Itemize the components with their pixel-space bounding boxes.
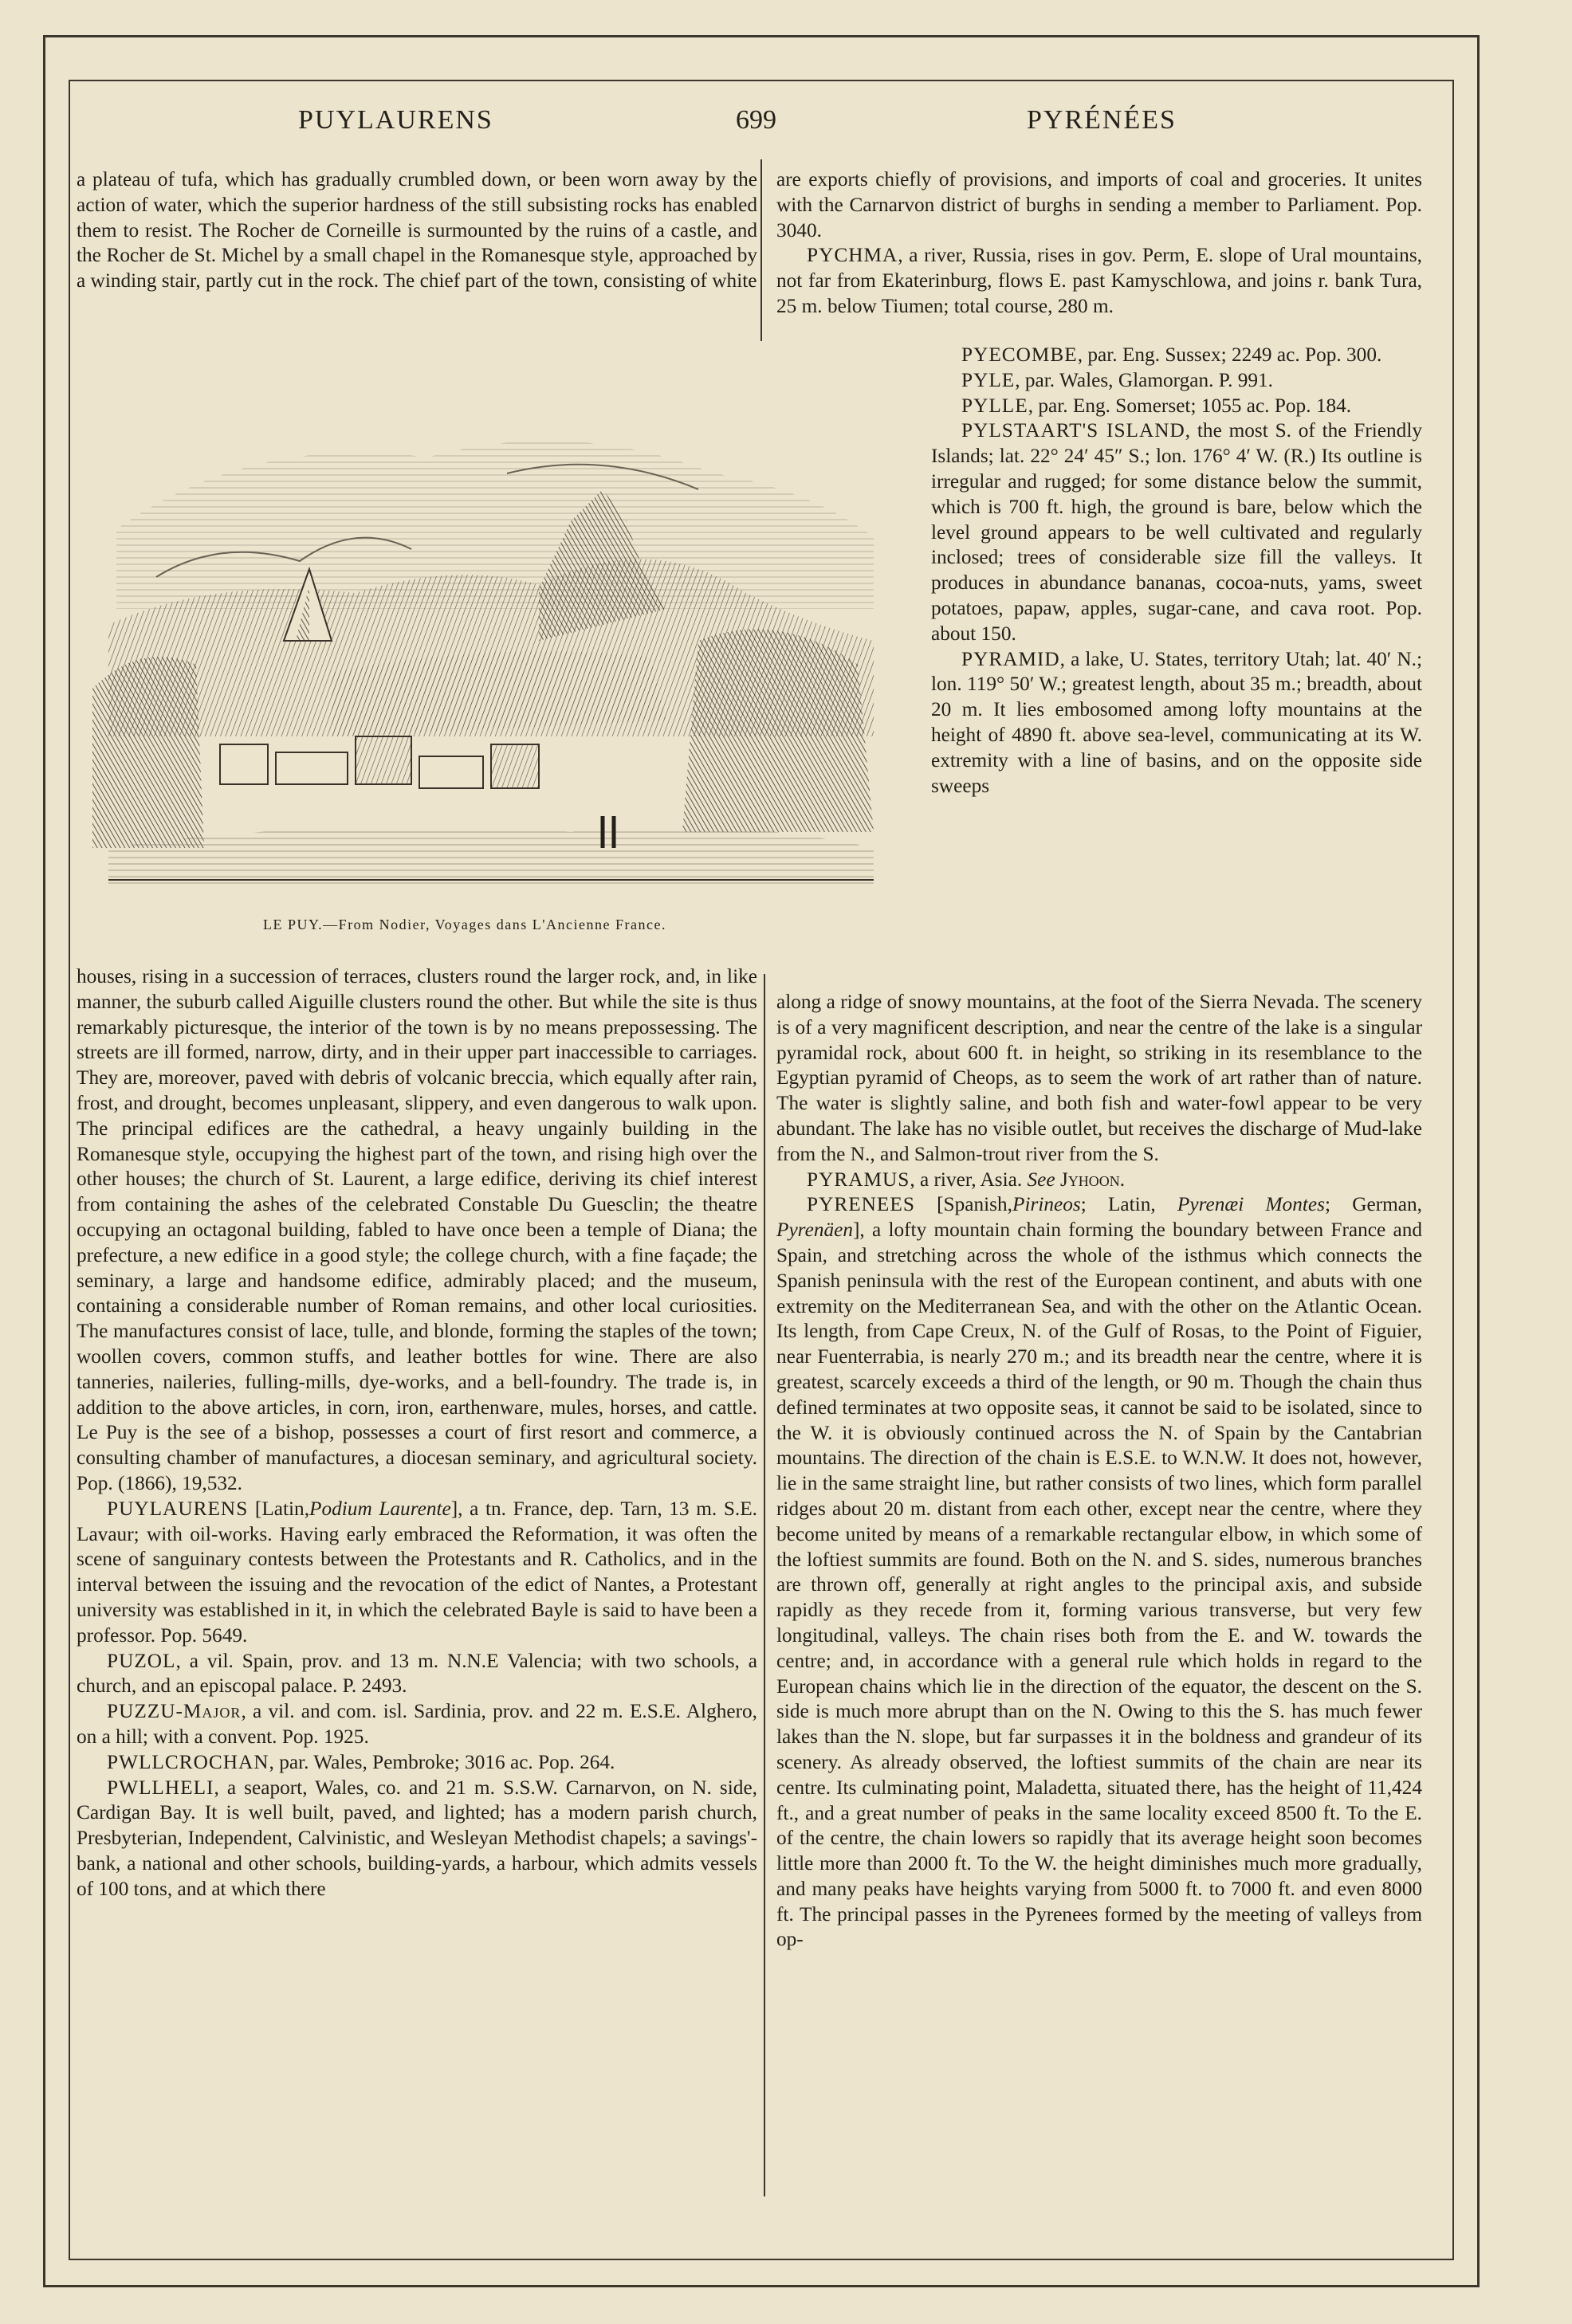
paragraph-pwllheli-continued: are exports chiefly of provisions, and imports of coal and groceries. It unites with the Carnarvon district of burghs in sending a member to Parliament. Pop. 3040. [776, 168, 1422, 241]
headword-pyrenees: PYRENEES [807, 1193, 915, 1216]
entry-pyrenees: PYRENEES [Spanish,Pirineos; Latin, Pyrenæi Montes; German, Pyrenäen], a lofty mountain chain forming the boundary between France and Spain, and stretching across the whole of the isthmus which connects the Spanish peninsula with the rest of the European continent, and abuts with one extremity on the Mediterranean Sea, and with the other on the Atlantic Ocean. Its length, from Cape Creux, N. of the Gulf of Rosas, to the Point of Figuier, near Fuenterrabia, is nearly 270 m.; and its breadth near the centre, where it is greatest, scarcely exceeds a third of the length, or 90 m. Though the chain thus defined terminates at two opposite seas, it cannot be said to be isolated, since to the W. it is obviously continued across the N. of Spain by the Cantabrian mountains. The direction of the chain is E.S.E. to W.N.W. It does not, however, lie in the same straight line, but rather consists of two lines, which form parallel ridges about 20 m. distant from each other, except near the centre, where they become united by means of a remarkable rectangular elbow, in which some of the loftiest summits are found. Both on the N. and S. sides, numerous branches are thrown off, generally at right angles to the principal axis, and subside rapidly as they recede from it, forming various transverse, but very few longitudinal, valleys. The chain rises both from the E. and W. towards the centre; and, in accordance with a general rule which holds in regard to the European chains which lie in the direction of the equator, the descent on the S. side is much more abrupt than on the N. Owing to this the S. has much fewer lakes than the N. slope, but far surpasses it in the boldness and grandeur of its scenery. As already observed, the loftiest summits of the chain are near its centre. Its culminating point, Maladetta, situated there, has the height of 11,424 ft., and a great number of peaks in the same locality exceed 8500 ft. To the E. of the centre, the chain lowers so rapidly that its average height soon becomes little more than 2000 ft. To the W. the height diminishes much more gradually, and many peaks have heights varying from 5000 ft. to 7000 ft. and even 8000 ft. The principal passes in the Pyrenees formed by the meeting of valleys from op- [776, 1193, 1422, 1951]
entry-pwllheli: PWLLHELI, a seaport, Wales, co. and 21 m. S.S.W. Carnarvon, on N. side, Cardigan Bay. It is well built, paved, and lighted; has a modern parish church, Presbyterian, Independent, Calvinistic, and Wesleyan Methodist chapels; a savings'-bank, a national and other schools, building-yards, a harbour, which admits vessels of 100 tons, and at which there [77, 1776, 757, 1900]
paragraph-pyramid-continued: along a ridge of snowy mountains, at the foot of the Sierra Nevada. The scenery is of a very magnificent description, and near the centre of the lake is a singular pyramidal rock, about 600 ft. in height, so striking in its resemblance to the Egyptian pyramid of Cheops, as to seem the work of art rather than of nature. The water is slightly saline, and both fish and water-fowl appear to be very abundant. The lake has no visible outlet, but receives the discharge of Mud-lake from the N., and Salmon-trout river from the S. [776, 991, 1422, 1165]
entry-puzzu-major: PUZZU-Major, a vil. and com. isl. Sardinia, prov. and 22 m. E.S.E. Alghero, on a hill; with a convent. Pop. 1925. [77, 1700, 757, 1748]
headword-pylle: PYLLE [961, 394, 1028, 417]
headword-pylstaarts-island: PYLSTAART'S ISLAND [961, 419, 1185, 442]
headword-pyecombe: PYECOMBE [961, 343, 1078, 366]
column-rule-top [760, 159, 762, 341]
entry-pwllcrochan: PWLLCROCHAN, par. Wales, Pembroke; 3016 ac. Pop. 264. [107, 1750, 615, 1773]
headword-puzzu-major: PUZZU-Major [107, 1700, 242, 1723]
left-column-bottom [77, 964, 757, 1902]
running-head-right: PYRÉNÉES [1027, 105, 1177, 135]
headword-pwllheli: PWLLHELI [107, 1776, 214, 1799]
entry-pylstaarts-island: PYLSTAART'S ISLAND, the most S. of the Friendly Islands; lat. 22° 24′ 45″ S.; lon. 176° 4′ W. (R.) Its outline is irregular and rugged; for some distance below the summit, which is 700 ft. high, the ground is bare, below which the level ground appears to be well cultivated and regularly inclosed; trees of considerable size fill the valleys. It produces in abundance bananas, cocoa-nuts, yams, sweet potatoes, papaw, apples, sugar-cane, and cava root. Pop. about 150. [931, 419, 1422, 645]
headword-puzol: PUZOL [107, 1649, 176, 1672]
running-head-left: PUYLAURENS [298, 105, 493, 135]
headword-pychma: PYCHMA [807, 244, 898, 267]
headword-puylaurens: PUYLAURENS [107, 1497, 249, 1520]
entry-pychma: PYCHMA, a river, Russia, rises in gov. Perm, E. slope of Ural mountains, not far from Ekaterinburg, flows E. past Kamyschlowa, and joins r. bank Tura, 25 m. below Tiumen; total course, 280 m. [776, 244, 1422, 317]
paragraph-lepuy-start: a plateau of tufa, which has gradually crumbled down, or been worn away by the action of water, which the superior hardness of the still subsisting rocks has enabled them to resist. The Rocher de Corneille is surmounted by the ruins of a castle, and the Rocher de St. Michel by a small chapel in the Romanesque style, approached by a winding stair, partly cut in the rock. The chief part of the town, consisting of white [77, 168, 757, 292]
headword-pwllcrochan: PWLLCROCHAN [107, 1750, 269, 1773]
headword-pyle: PYLE [961, 368, 1016, 391]
entry-puzol: PUZOL, a vil. Spain, prov. and 13 m. N.N.E Valencia; with two schools, a church, and an episcopal palace. P. 2493. [77, 1649, 757, 1698]
entry-pyramus: PYRAMUS, a river, Asia. See Jyhoon. [807, 1168, 1126, 1191]
entry-puylaurens: PUYLAURENS [Latin,Podium Laurente], a tn. France, dep. Tarn, 13 m. S.E. Lavaur; with oil-works. Having early embraced the Reformation, it was often the scene of sanguinary contests between the Protestants and R. Catholics, and in the interval between the issuing and the revocation of the edict of Nantes, a Protestant university was established in it, in which the celebrated Bayle is said to have been a professor. Pop. 5649. [77, 1497, 757, 1647]
entry-pyramid: PYRAMID, a lake, U. States, territory Utah; lat. 40′ N.; lon. 119° 50′ W.; greatest length, about 35 m.; breadth, about 20 m. It lies embosomed among lofty mountains at the height of 4890 ft. above sea-level, communicating at its W. extremity with a line of basins, and on the opposite side sweeps [931, 647, 1422, 797]
entry-pyecombe: PYECOMBE, par. Eng. Sussex; 2249 ac. Pop. 300. [961, 343, 1382, 366]
left-column-top [77, 167, 757, 294]
entry-pylle: PYLLE, par. Eng. Somerset; 1055 ac. Pop. 184. [961, 394, 1352, 417]
column-rule-bottom [764, 974, 765, 2196]
le-puy-engraving [92, 402, 886, 902]
cross-reference-jyhoon: Jyhoon. [1059, 1168, 1126, 1191]
headword-pyramid: PYRAMID [961, 647, 1060, 670]
paragraph-lepuy-continued: houses, rising in a succession of terraces, clusters round the larger rock, and, in like manner, the suburb called Aiguille clusters round the other. But while the site is thus remarkably picturesque, the interior of the town is by no means prepossessing. The streets are ill formed, narrow, dirty, and in their upper part inaccessible to carriages. They are, moreover, paved with debris of volcanic breccia, which equally after rain, frost, and drought, becomes unpleasant, slippery, and even dangerous to walk upon. The principal edifices are the cathedral, a heavy ungainly building in the Romanesque style, occupying the highest part of the town, and rising high over the other houses; the church of St. Laurent, a large edifice, deriving its chief interest from containing the ashes of the celebrated Constable Du Guesclin; the theatre occupying an octagonal building, fabled to have once been a temple of Diana; the prefecture, a new edifice in a good style; the college church, with a fine façade; the seminary, a large and handsome edifice, admirably placed; and the museum, containing a considerable number of Roman remains, and other local curiosities. The manufactures consist of lace, tulle, and blonde, forming the staples of the town; woollen covers, common stuffs, and leather bottles for wine. There are also tanneries, naileries, fulling-mills, dye-works, and a bell-foundry. The trade is, in addition to the above articles, in corn, iron, earthenware, mules, horses, and cattle. Le Puy is the see of a bishop, possesses a court of first resort and commerce, a consulting chamber of manufactures, a diocesan seminary, and agricultural society. Pop. (1866), 19,532. [77, 965, 757, 1494]
illustration-caption: LE PUY.—From Nodier, Voyages dans L'Ancienne France. [263, 917, 666, 932]
right-column-bottom [776, 990, 1422, 1953]
headword-pyramus: PYRAMUS [807, 1168, 910, 1191]
entry-pyle: PYLE, par. Wales, Glamorgan. P. 991. [961, 368, 1273, 391]
page-number: 699 [736, 105, 776, 135]
right-column-top [776, 167, 1422, 320]
right-column-narrow [931, 343, 1422, 799]
